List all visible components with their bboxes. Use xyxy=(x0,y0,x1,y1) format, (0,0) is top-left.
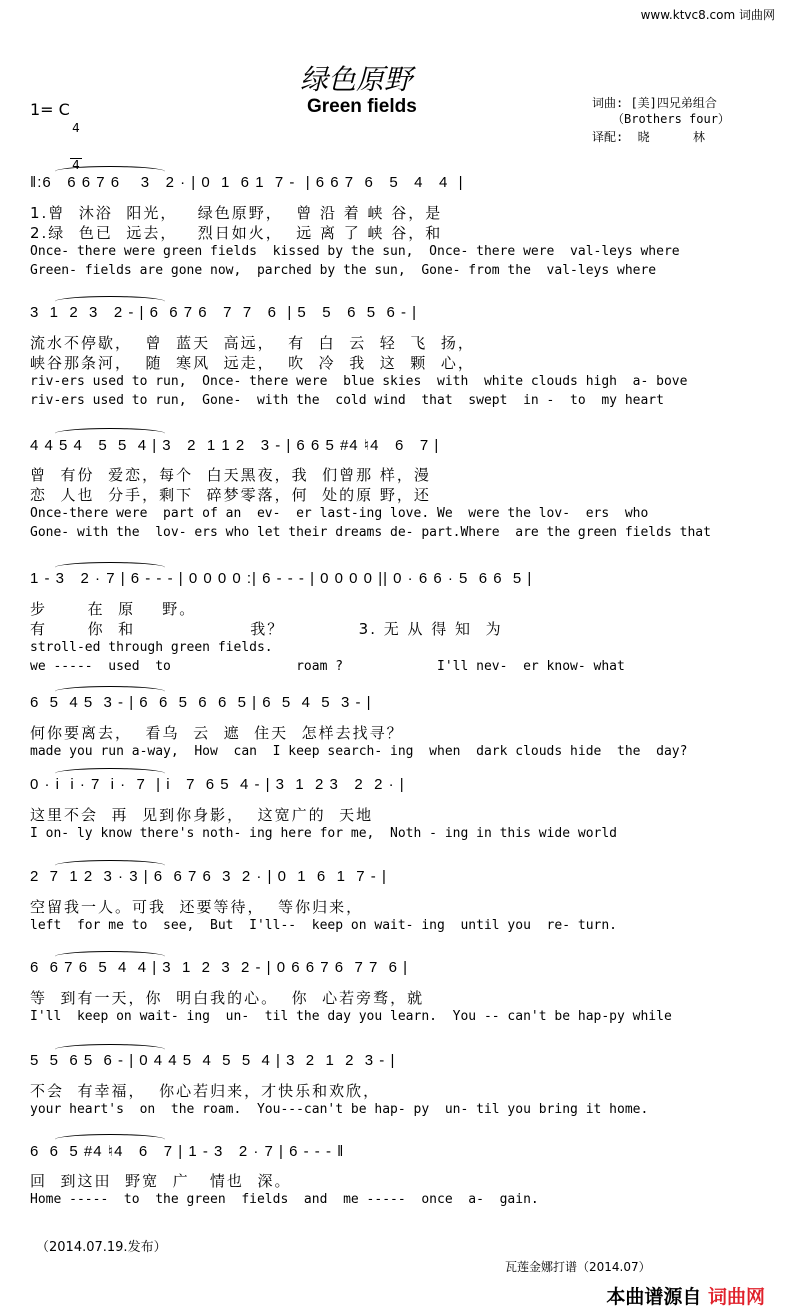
slur-mark xyxy=(55,166,165,177)
lyric-chinese: 恋 人也 分手，剩下 碎梦零落，何 处的原 野，还 xyxy=(30,486,431,504)
lyric-chinese: 回 到这田 野宽 广 情也 深。 xyxy=(30,1172,292,1190)
credit-band: （Brothers four） xyxy=(612,112,730,126)
lyric-english: Gone- with the lov- ers who let their dreams de- part.Where are the green fields that xyxy=(30,525,711,540)
source-site: 词曲网 xyxy=(707,1286,765,1308)
lyric-chinese: 流水不停歇， 曾 蓝天 高远， 有 白 云 轻 飞 扬， xyxy=(30,334,475,352)
site-watermark: www.ktvc8.com 词曲网 xyxy=(640,8,775,22)
lyric-chinese: 曾 有份 爱恋，每个 白天黑夜，我 们曾那 样，漫 xyxy=(30,466,431,484)
lyric-chinese: 等 到有一天，你 明白我的心。 你 心若旁骛，就 xyxy=(30,989,425,1007)
lyric-english: riv-ers used to run, Gone- with the cold wind that swept in - to my heart xyxy=(30,393,664,408)
lyric-english: Once- there were green fields kissed by the sun, Once- there were val-leys where xyxy=(30,244,680,259)
slur-mark xyxy=(55,860,165,871)
slur-mark xyxy=(55,428,165,439)
lyric-chinese: 不会 有幸福， 你心若归来，才快乐和欢欣， xyxy=(30,1082,381,1100)
notation-line: ‖:6 6 6 7 6 3 2 · | 0 1 6 1 7 - | 6 6 7 6 5 4 4 | xyxy=(30,174,464,191)
lyric-chinese: 峡谷那条河， 随 寒风 远走， 吹 冷 我 这 颗 心， xyxy=(30,354,475,372)
lyric-english: made you run a-way, How can I keep search- ing when dark clouds hide the day? xyxy=(30,744,688,759)
lyric-english: I'll keep on wait- ing un- til the day you learn. You -- can't be hap-py while xyxy=(30,1009,672,1024)
slur-mark xyxy=(55,768,165,779)
source-banner xyxy=(606,1282,765,1309)
notation-line: 3 1 2 3 2 - | 6 6 7 6 7 7 6 | 5 5 6 5 6 - | xyxy=(30,304,418,321)
slur-mark xyxy=(55,951,165,962)
lyric-english: stroll-ed through green fields. xyxy=(30,640,273,655)
notation-line: 4 4 5 4 5 5 4 | 3 2 1 1 2 3 - | 6 6 5 #4 ♮4 6 7 | xyxy=(30,437,440,454)
lyric-chinese: 空留我一人。可我 还要等待， 等你归来， xyxy=(30,898,364,916)
notation-line: 6 6 5 #4 ♮4 6 7 | 1 - 3 2 · 7 | 6 - - - ‖ xyxy=(30,1143,345,1160)
lyric-chinese: 这里不会 再 见到你身影， 这宽广的 天地 xyxy=(30,806,374,824)
notation-line: 6 5 4 5 3 - | 6 6 5 6 6 5 | 6 5 4 5 3 - | xyxy=(30,694,372,711)
meter-bottom: 4 xyxy=(70,158,82,171)
slur-mark xyxy=(55,1044,165,1055)
notation-line: 2 7 1 2 3 · 3 | 6 6 7 6 3 2 · | 0 1 6 1 7 - | xyxy=(30,868,387,885)
lyric-english: riv-ers used to run, Once- there were blue skies with white clouds high a- bove xyxy=(30,374,688,389)
lyric-english: your heart's on the roam. You---can't be hap- py un- til you bring it home. xyxy=(30,1102,649,1117)
publish-date: （2014.07.19.发布） xyxy=(36,1240,167,1255)
lyric-english: we ----- used to roam ? I'll nev- er know- what xyxy=(30,659,625,674)
slur-mark xyxy=(55,686,165,697)
lyric-english: Once-there were part of an ev- er last-ing love. We were the lov- ers who xyxy=(30,506,649,521)
lyric-chinese: 2.绿 色已 远去， 烈日如火， 远 离 了 峡 谷，和 xyxy=(30,224,443,242)
transcriber-credit: 瓦莲金娜打谱（2014.07） xyxy=(505,1260,651,1274)
slur-mark xyxy=(55,562,165,573)
lyric-chinese: 何你要离去， 看乌 云 遮 住天 怎样去找寻？ xyxy=(30,724,404,742)
notation-line: 1 - 3 2 · 7 | 6 - - - | 0 0 0 0 :| 6 - - - | 0 0 0 0 || 0 · 6 6 · 5 6 6 5 | xyxy=(30,570,533,587)
lyric-english: Green- fields are gone now, parched by the sun, Gone- from the val-leys where xyxy=(30,263,657,278)
lyric-chinese: 1.曾 沐浴 阳光， 绿色原野， 曾 沿 着 峡 谷，是 xyxy=(30,204,443,222)
notation-line: 5 5 6 5 6 - | 0 4 4 5 4 5 5 4 | 3 2 1 2 3 - | xyxy=(30,1052,396,1069)
title-english: Green fields xyxy=(307,96,417,117)
title-chinese: 绿色原野 xyxy=(300,63,413,96)
notation-line: 0 · i i · 7 i · 7 | i 7 6 5 4 - | 3 1 2 3 2 2 · | xyxy=(30,776,405,793)
slur-mark xyxy=(55,1134,165,1145)
notation-line: 6 6 7 6 5 4 4 | 3 1 2 3 2 - | 0 6 6 7 6 7 7 6 | xyxy=(30,959,409,976)
credit-composer: 词曲: [美]四兄弟组合 xyxy=(592,96,717,110)
credit-translator: 译配: 晓 林 xyxy=(592,130,706,144)
lyric-english: left for me to see, But I'll-- keep on wait- ing until you re- turn. xyxy=(30,918,617,933)
lyric-chinese: 步 在 原 野。 xyxy=(30,600,197,618)
lyric-chinese: 有 你 和 我？ 3. 无 从 得 知 为 xyxy=(30,620,503,638)
meter-top: 4 xyxy=(72,121,80,135)
lyric-english: Home ----- to the green fields and me ----- once a- gain. xyxy=(30,1192,539,1207)
key-signature: 1= C xyxy=(30,100,70,119)
slur-mark xyxy=(55,296,165,307)
lyric-english: I on- ly know there's noth- ing here for me, Noth - ing in this wide world xyxy=(30,826,617,841)
source-text: 本曲谱源自 xyxy=(606,1286,702,1308)
